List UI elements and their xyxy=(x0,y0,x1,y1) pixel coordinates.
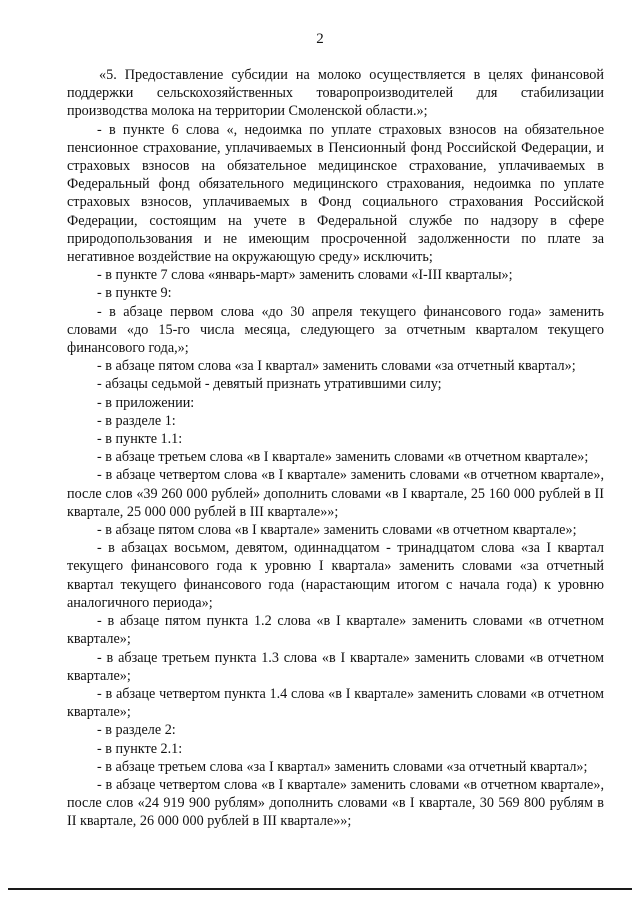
paragraph: - в абзаце первом слова «до 30 апреля текущего финансового года» заменить словами «до 15-го числа месяца, следующего за отчетным кварталом текущего финансового года,»; xyxy=(67,303,604,357)
paragraph: - в пункте 9: xyxy=(97,285,172,302)
page-number: 2 xyxy=(316,31,324,47)
paragraph: - в абзаце четвертом пункта 1.4 слова «в I квартале» заменить словами «в отчетном квартале»; xyxy=(67,685,604,721)
bottom-divider xyxy=(8,888,632,890)
paragraph: - в абзаце третьем слова «за I квартал» заменить словами «за отчетный квартал»; xyxy=(97,758,588,775)
paragraph: - в абзаце третьем слова «в I квартале» заменить словами «в отчетном квартале»; xyxy=(97,449,589,466)
paragraph: - в пункте 1.1: xyxy=(97,431,183,448)
paragraph: - в разделе 2: xyxy=(97,722,176,739)
paragraph: - в абзаце третьем пункта 1.3 слова «в I квартале» заменить словами «в отчетном квартале»; xyxy=(67,649,604,684)
paragraph: - в абзаце четвертом слова «в I квартале» заменить словами «в отчетном квартале», после слов «39 260 000 рублей» дополнить словами «в I квартале, 25 160 000 рублей в II квартале, 25 000 000 рублей в III квартале»»; xyxy=(67,467,604,520)
paragraph: - в пункте 2.1: xyxy=(97,740,183,757)
document-body xyxy=(67,66,604,831)
paragraph: - в пункте 6 слова «, недоимка по уплате страховых взносов на обязательное пенсионное страхование, уплачиваемых в Пенсионный фонд Российской Федерации, и страховых взносов на обязательное медицинское страхование, уплачиваемых в Федеральный фонд обязательного медицинского страхования, недоимка по уплате страховых взносов, уплачиваемых в Фонд социального страхования Российской Федерации, состоящим на учете в Федеральной службе по надзору в сфере природопользования и не имеющим просроченной задолженности по плате за негативное воздействие на окружающую среду» исключить; xyxy=(67,121,604,266)
paragraph: - абзацы седьмой - девятый признать утратившими силу; xyxy=(97,376,442,393)
paragraph: - в приложении: xyxy=(97,394,195,411)
paragraph: - в абзаце пятом слова «за I квартал» заменить словами «за отчетный квартал»; xyxy=(97,358,576,375)
paragraph: - в пункте 7 слова «январь-март» заменить словами «I-III кварталы»; xyxy=(97,267,513,284)
paragraph: - в абзаце четвертом слова «в I квартале» заменить словами «в отчетном квартале», после слов «24 919 900 рублям» дополнить словами «в I квартале, 30 569 800 рублям в II квартале, 26 000 000 рублей в III квартале»»; xyxy=(67,776,604,830)
paragraph: - в разделе 1: xyxy=(97,412,176,429)
paragraph: - в абзацах восьмом, девятом, одиннадцатом - тринадцатом слова «за I квартал текущего финансового года к уровню I квартала» заменить словами «за отчетный квартал текущего финансового года (нарастающим итогом с начала года) к уровню аналогичного периода»; xyxy=(67,540,604,611)
paragraph: - в абзаце пятом пункта 1.2 слова «в I квартале» заменить словами «в отчетном квартале»; xyxy=(67,613,604,648)
paragraph: «5. Предоставление субсидии на молоко осуществляется в целях финансовой поддержки сельскохозяйственных товаропроизводителей для стабилизации производства молока на территории Смоленской области.»; xyxy=(67,67,604,120)
paragraph: - в абзаце пятом слова «в I квартале» заменить словами «в отчетном квартале»; xyxy=(97,522,577,539)
